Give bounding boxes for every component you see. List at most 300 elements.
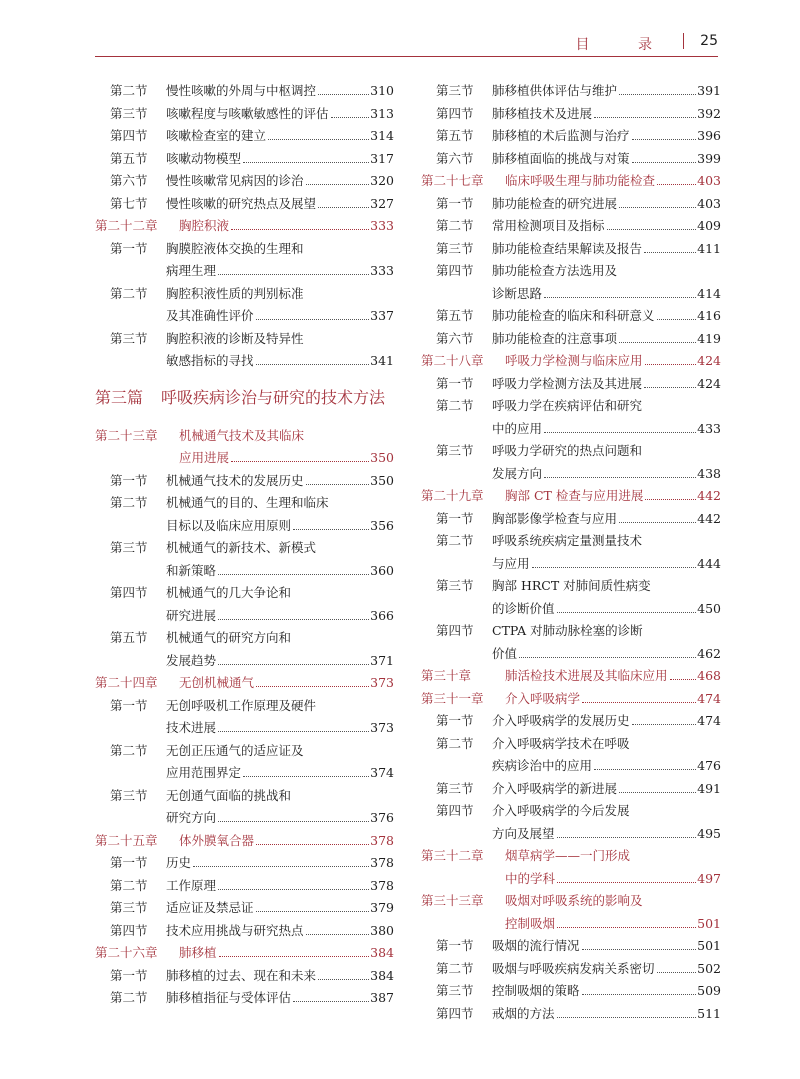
toc-section-entry[interactable] bbox=[95, 492, 394, 537]
entry-title: 研究方向 bbox=[166, 810, 217, 825]
dot-leader bbox=[582, 702, 696, 703]
entry-label: 第五节 bbox=[436, 128, 474, 143]
entry-page-number: 378 bbox=[370, 832, 394, 848]
entry-line bbox=[421, 688, 721, 711]
entry-title: 胸腔积液的诊断及特异性 bbox=[166, 330, 304, 346]
toc-section-entry[interactable] bbox=[421, 575, 721, 620]
entry-title: 无创机械通气 bbox=[179, 675, 255, 690]
dot-leader bbox=[256, 364, 370, 365]
entry-label: 第三节 bbox=[436, 83, 474, 98]
entry-title: 烟草病学——一门形成 bbox=[505, 848, 631, 863]
entry-title: 胸腔积液性质的判别标准 bbox=[166, 285, 304, 301]
entry-page-number: 497 bbox=[697, 870, 721, 886]
dot-leader bbox=[318, 979, 369, 980]
entry-title: 和新策略 bbox=[166, 562, 217, 578]
entry-label: 第七节 bbox=[110, 195, 148, 211]
entry-line bbox=[95, 103, 394, 126]
toc-section-entry[interactable] bbox=[421, 215, 721, 238]
dot-leader bbox=[657, 319, 697, 320]
entry-label: 第二十七章 bbox=[421, 173, 484, 188]
entry-title: 应用进展 bbox=[179, 450, 230, 465]
entry-page-number: 391 bbox=[697, 83, 721, 98]
entry-label: 第六节 bbox=[436, 330, 474, 346]
entry-label: 第三节 bbox=[110, 900, 148, 915]
dot-leader bbox=[582, 994, 697, 995]
entry-title: 病理生理 bbox=[166, 263, 217, 278]
entry-page-number: 310 bbox=[370, 83, 394, 98]
toc-chapter-entry[interactable] bbox=[421, 350, 721, 373]
dot-leader bbox=[544, 432, 696, 433]
entry-title: 适应证及禁忌证 bbox=[166, 900, 254, 915]
entry-title: 吸烟对呼吸系统的影响及 bbox=[505, 893, 643, 908]
entry-title: 技术应用挑战与研究热点 bbox=[166, 922, 304, 938]
dot-leader bbox=[218, 574, 369, 575]
entry-page-number: 384 bbox=[370, 945, 394, 960]
entry-line bbox=[95, 672, 394, 695]
toc-section-entry[interactable] bbox=[421, 958, 721, 981]
entry-line bbox=[421, 553, 721, 576]
toc-section-entry[interactable] bbox=[95, 238, 394, 283]
entry-label: 第二节 bbox=[436, 533, 474, 548]
entry-line bbox=[95, 350, 394, 373]
entry-title: 肺移植面临的挑战与对策 bbox=[492, 150, 630, 166]
entry-page-number: 399 bbox=[697, 150, 721, 166]
entry-page-number: 376 bbox=[370, 810, 394, 825]
entry-title: 肺移植技术及进展 bbox=[492, 105, 593, 121]
header-divider bbox=[683, 33, 684, 49]
entry-label: 第四节 bbox=[110, 922, 148, 938]
entry-title: 慢性咳嗽的研究热点及展望 bbox=[166, 195, 317, 211]
entry-page-number: 502 bbox=[697, 960, 721, 976]
entry-label: 第一节 bbox=[110, 240, 148, 256]
entry-page-number: 313 bbox=[370, 105, 394, 121]
entry-line bbox=[421, 868, 721, 891]
entry-line bbox=[95, 125, 394, 148]
entry-title: 与应用 bbox=[492, 555, 530, 571]
entry-line bbox=[421, 800, 721, 823]
entry-line bbox=[95, 785, 394, 808]
dot-leader bbox=[632, 724, 697, 725]
entry-label: 第二节 bbox=[110, 990, 148, 1005]
entry-page-number: 384 bbox=[370, 967, 394, 983]
dot-leader bbox=[231, 461, 369, 462]
entry-title: 戒烟的方法 bbox=[492, 1005, 555, 1021]
entry-line bbox=[95, 830, 394, 853]
entry-label: 第二节 bbox=[110, 495, 148, 510]
entry-line bbox=[421, 778, 721, 801]
toc-section-entry[interactable] bbox=[95, 965, 394, 988]
dot-leader bbox=[306, 484, 370, 485]
dot-leader bbox=[218, 274, 369, 275]
toc-section-entry[interactable] bbox=[95, 695, 394, 740]
toc-chapter-entry[interactable] bbox=[421, 665, 721, 688]
entry-line bbox=[95, 560, 394, 583]
entry-title: 工作原理 bbox=[166, 877, 217, 893]
toc-section-entry[interactable] bbox=[95, 537, 394, 582]
entry-page-number: 371 bbox=[370, 652, 394, 668]
entry-page-number: 373 bbox=[370, 675, 394, 690]
entry-label: 第二十五章 bbox=[95, 832, 158, 848]
entry-label: 第二十八章 bbox=[421, 353, 484, 368]
entry-label: 第二节 bbox=[436, 960, 474, 976]
entry-title: 肺移植的过去、现在和未来 bbox=[166, 967, 317, 983]
entry-title: 吸烟的流行情况 bbox=[492, 938, 580, 953]
entry-page-number: 317 bbox=[370, 150, 394, 166]
dot-leader bbox=[193, 866, 369, 867]
entry-page-number: 501 bbox=[697, 915, 721, 931]
entry-page-number: 438 bbox=[697, 465, 721, 481]
entry-label: 第一节 bbox=[436, 938, 474, 953]
dot-leader bbox=[544, 297, 696, 298]
entry-line bbox=[95, 170, 394, 193]
entry-title: 机械通气技术的发展历史 bbox=[166, 472, 304, 488]
toc-chapter-entry[interactable] bbox=[421, 485, 721, 508]
entry-page-number: 468 bbox=[697, 668, 721, 683]
header-title: 目 录 bbox=[575, 37, 674, 53]
toc-section-entry[interactable] bbox=[421, 328, 721, 351]
toc-section-entry[interactable] bbox=[421, 395, 721, 440]
entry-label: 第三十二章 bbox=[421, 848, 484, 863]
entry-line bbox=[421, 913, 721, 936]
entry-line bbox=[421, 305, 721, 328]
dot-leader bbox=[594, 117, 696, 118]
entry-line bbox=[421, 80, 721, 103]
entry-title: 胸部 HRCT 对肺间质性病变 bbox=[492, 578, 651, 593]
dot-leader bbox=[557, 1017, 697, 1018]
dot-leader bbox=[619, 792, 696, 793]
entry-title: 研究进展 bbox=[166, 607, 217, 623]
dot-leader bbox=[619, 522, 696, 523]
toc-section-entry[interactable] bbox=[421, 238, 721, 261]
entry-title: 敏感指标的寻找 bbox=[166, 353, 254, 368]
entry-label: 第三节 bbox=[436, 240, 474, 256]
dot-leader bbox=[670, 679, 697, 680]
toc-section-entry[interactable] bbox=[421, 778, 721, 801]
toc-section-entry[interactable] bbox=[95, 852, 394, 875]
entry-line bbox=[95, 965, 394, 988]
entry-title: 介入呼吸病学的新进展 bbox=[492, 780, 618, 796]
entry-page-number: 511 bbox=[697, 1005, 721, 1021]
entry-title: 无创呼吸机工作原理及硬件 bbox=[166, 697, 317, 713]
entry-page-number: 366 bbox=[370, 607, 394, 623]
entry-title: 机械通气的几大争论和 bbox=[166, 585, 292, 600]
dot-leader bbox=[219, 956, 370, 957]
entry-page-number: 442 bbox=[697, 510, 721, 526]
entry-line bbox=[421, 350, 721, 373]
entry-line bbox=[421, 463, 721, 486]
entry-label: 第二节 bbox=[436, 398, 474, 413]
entry-page-number: 450 bbox=[697, 600, 721, 616]
dot-leader bbox=[243, 162, 369, 163]
entry-label: 第二十三章 bbox=[95, 427, 158, 443]
toc-section-entry[interactable] bbox=[421, 620, 721, 665]
entry-line bbox=[421, 485, 721, 508]
entry-title: 控制吸烟 bbox=[505, 915, 556, 931]
entry-line bbox=[95, 582, 394, 605]
entry-page-number: 360 bbox=[370, 562, 394, 578]
toc-section-entry[interactable] bbox=[95, 785, 394, 830]
entry-title: 咳嗽检查室的建立 bbox=[166, 128, 267, 143]
dot-leader bbox=[632, 139, 697, 140]
entry-title: 介入呼吸病学技术在呼吸 bbox=[492, 735, 630, 751]
toc-section-entry[interactable] bbox=[95, 740, 394, 785]
entry-title: 慢性咳嗽常见病因的诊治 bbox=[166, 173, 304, 188]
toc-section-entry[interactable] bbox=[95, 582, 394, 627]
toc-section-entry[interactable] bbox=[421, 1003, 721, 1026]
entry-label: 第三十一章 bbox=[421, 690, 484, 706]
entry-line bbox=[421, 1003, 721, 1026]
entry-page-number: 320 bbox=[370, 173, 394, 188]
entry-title: 肺移植指征与受体评估 bbox=[166, 990, 292, 1005]
toc-chapter-entry[interactable] bbox=[95, 942, 394, 965]
entry-line bbox=[421, 418, 721, 441]
toc-chapter-entry[interactable] bbox=[95, 215, 394, 238]
entry-line bbox=[421, 508, 721, 531]
toc-section-entry[interactable] bbox=[421, 800, 721, 845]
entry-page-number: 424 bbox=[697, 353, 721, 368]
dot-leader bbox=[256, 844, 369, 845]
entry-title: 呼吸力学检测与临床应用 bbox=[505, 353, 643, 368]
toc-section-entry[interactable] bbox=[421, 508, 721, 531]
dot-leader bbox=[594, 769, 696, 770]
entry-page-number: 495 bbox=[697, 825, 721, 841]
entry-title: 咳嗽动物模型 bbox=[166, 150, 242, 166]
toc-section-entry[interactable] bbox=[421, 530, 721, 575]
entry-label: 第二十二章 bbox=[95, 218, 158, 233]
entry-title: 肺功能检查的研究进展 bbox=[492, 195, 618, 211]
dot-leader bbox=[218, 664, 369, 665]
entry-line bbox=[421, 530, 721, 553]
toc-section-entry[interactable] bbox=[95, 125, 394, 148]
entry-line bbox=[95, 852, 394, 875]
toc-section-entry[interactable] bbox=[95, 328, 394, 373]
dot-leader bbox=[607, 229, 697, 230]
entry-line bbox=[421, 890, 721, 913]
dot-leader bbox=[306, 934, 370, 935]
toc-chapter-entry[interactable] bbox=[421, 170, 721, 193]
entry-page-number: 444 bbox=[697, 555, 721, 571]
entry-page-number: 341 bbox=[370, 353, 394, 368]
toc-chapter-entry[interactable] bbox=[421, 688, 721, 711]
toc-section-entry[interactable] bbox=[95, 987, 394, 1010]
entry-label: 第二节 bbox=[110, 742, 148, 758]
entry-line bbox=[95, 260, 394, 283]
entry-line bbox=[421, 193, 721, 216]
entry-line bbox=[95, 305, 394, 328]
toc-section-entry[interactable] bbox=[95, 148, 394, 171]
toc-section-entry[interactable] bbox=[95, 193, 394, 216]
entry-line bbox=[421, 283, 721, 306]
entry-title: 呼吸力学研究的热点问题和 bbox=[492, 443, 643, 458]
toc-section-entry[interactable] bbox=[421, 980, 721, 1003]
entry-line bbox=[95, 80, 394, 103]
entry-title: 价值 bbox=[492, 645, 518, 661]
entry-page-number: 396 bbox=[697, 128, 721, 143]
entry-line bbox=[95, 942, 394, 965]
entry-line bbox=[95, 695, 394, 718]
toc-section-entry[interactable] bbox=[95, 80, 394, 103]
part-heading bbox=[95, 387, 394, 409]
entry-title: 机械通气的新技术、新模式 bbox=[166, 540, 317, 555]
entry-label: 第四节 bbox=[110, 585, 148, 600]
entry-line bbox=[95, 193, 394, 216]
entry-page-number: 350 bbox=[370, 450, 394, 465]
entry-line bbox=[95, 515, 394, 538]
toc-section-entry[interactable] bbox=[421, 193, 721, 216]
entry-title: 胸部影像学检查与应用 bbox=[492, 510, 618, 526]
page-number: 25 bbox=[700, 33, 718, 49]
entry-title: 方向及展望 bbox=[492, 825, 555, 841]
dot-leader bbox=[582, 949, 697, 950]
toc-chapter-entry[interactable] bbox=[421, 845, 721, 890]
toc-section-entry[interactable] bbox=[95, 470, 394, 493]
toc-section-entry[interactable] bbox=[421, 305, 721, 328]
toc-section-entry[interactable] bbox=[421, 148, 721, 171]
dot-leader bbox=[519, 657, 696, 658]
entry-line bbox=[95, 627, 394, 650]
entry-line bbox=[95, 897, 394, 920]
toc-section-entry[interactable] bbox=[95, 875, 394, 898]
dot-leader bbox=[645, 364, 697, 365]
dot-leader bbox=[306, 184, 370, 185]
toc-section-entry[interactable] bbox=[95, 627, 394, 672]
toc-section-entry[interactable] bbox=[421, 440, 721, 485]
entry-line bbox=[421, 215, 721, 238]
entry-title: 介入呼吸病学的今后发展 bbox=[492, 803, 630, 818]
entry-line bbox=[421, 935, 721, 958]
toc-section-entry[interactable] bbox=[421, 935, 721, 958]
entry-page-number: 392 bbox=[697, 105, 721, 121]
part-label: 第三篇 bbox=[95, 387, 144, 407]
entry-page-number: 414 bbox=[697, 285, 721, 301]
entry-page-number: 474 bbox=[697, 690, 721, 706]
entry-title: 目标以及临床应用原则 bbox=[166, 517, 292, 533]
toc-section-entry[interactable] bbox=[421, 80, 721, 103]
entry-label: 第三节 bbox=[110, 540, 148, 555]
toc-section-entry[interactable] bbox=[95, 170, 394, 193]
dot-leader bbox=[619, 94, 696, 95]
entry-label: 第一节 bbox=[436, 375, 474, 391]
toc-chapter-entry[interactable] bbox=[95, 830, 394, 853]
entry-page-number: 442 bbox=[697, 488, 721, 503]
entry-page-number: 424 bbox=[697, 375, 721, 391]
toc-section-entry[interactable] bbox=[95, 283, 394, 328]
entry-label: 第六节 bbox=[436, 150, 474, 166]
toc-section-entry[interactable] bbox=[421, 733, 721, 778]
toc-section-entry[interactable] bbox=[421, 103, 721, 126]
entry-label: 第二节 bbox=[110, 83, 148, 98]
entry-label: 第二节 bbox=[110, 285, 148, 301]
entry-line bbox=[95, 762, 394, 785]
entry-line bbox=[95, 605, 394, 628]
entry-label: 第四节 bbox=[436, 263, 474, 278]
entry-title: 发展方向 bbox=[492, 465, 543, 481]
entry-title: 肺活检技术进展及其临床应用 bbox=[505, 668, 668, 683]
entry-label: 第四节 bbox=[436, 1005, 474, 1021]
entry-line bbox=[421, 125, 721, 148]
toc-section-entry[interactable] bbox=[421, 373, 721, 396]
entry-line bbox=[95, 148, 394, 171]
entry-label: 第三节 bbox=[436, 780, 474, 796]
toc-section-entry[interactable] bbox=[421, 260, 721, 305]
dot-leader bbox=[243, 776, 369, 777]
toc-section-entry[interactable] bbox=[421, 710, 721, 733]
dot-leader bbox=[268, 139, 369, 140]
entry-line bbox=[421, 620, 721, 643]
entry-page-number: 509 bbox=[697, 983, 721, 998]
entry-page-number: 403 bbox=[697, 195, 721, 211]
entry-line bbox=[95, 537, 394, 560]
entry-title: 疾病诊治中的应用 bbox=[492, 758, 593, 773]
dot-leader bbox=[644, 252, 696, 253]
entry-label: 第六节 bbox=[110, 173, 148, 188]
toc-section-entry[interactable] bbox=[421, 125, 721, 148]
entry-title: 肺移植的术后监测与治疗 bbox=[492, 128, 630, 143]
entry-page-number: 356 bbox=[370, 517, 394, 533]
toc-section-entry[interactable] bbox=[95, 103, 394, 126]
entry-label: 第二节 bbox=[436, 735, 474, 751]
toc-section-entry[interactable] bbox=[95, 897, 394, 920]
dot-leader bbox=[293, 529, 369, 530]
entry-line bbox=[95, 920, 394, 943]
entry-title: 机械通气的目的、生理和临床 bbox=[166, 495, 329, 510]
entry-line bbox=[421, 238, 721, 261]
toc-chapter-entry[interactable] bbox=[421, 890, 721, 935]
entry-label: 第二十四章 bbox=[95, 675, 158, 690]
dot-leader bbox=[331, 117, 370, 118]
entry-line bbox=[95, 875, 394, 898]
toc-section-entry[interactable] bbox=[95, 920, 394, 943]
entry-title: 咳嗽程度与咳嗽敏感性的评估 bbox=[166, 105, 329, 121]
entry-label: 第四节 bbox=[436, 105, 474, 121]
entry-title: 胸部 CT 检查与应用进展 bbox=[505, 488, 644, 503]
entry-page-number: 474 bbox=[697, 713, 721, 728]
entry-title: 胸膜腔液体交换的生理和 bbox=[166, 240, 304, 256]
entry-line bbox=[95, 650, 394, 673]
entry-label: 第三十章 bbox=[421, 668, 472, 683]
entry-title: 的诊断价值 bbox=[492, 600, 555, 616]
entry-title: 肺移植供体评估与维护 bbox=[492, 83, 618, 98]
toc-chapter-entry[interactable] bbox=[95, 425, 394, 470]
entry-line bbox=[95, 987, 394, 1010]
dot-leader bbox=[557, 837, 697, 838]
entry-page-number: 333 bbox=[370, 263, 394, 278]
entry-title: 无创通气面临的挑战和 bbox=[166, 787, 292, 803]
entry-page-number: 373 bbox=[370, 720, 394, 735]
entry-label: 第二节 bbox=[110, 877, 148, 893]
dot-leader bbox=[256, 686, 369, 687]
entry-line bbox=[421, 103, 721, 126]
part-title: 呼吸疾病诊治与研究的技术方法 bbox=[161, 387, 386, 407]
entry-title: 肺功能检查的注意事项 bbox=[492, 330, 618, 346]
entry-label: 第五节 bbox=[110, 150, 148, 166]
entry-page-number: 378 bbox=[370, 855, 394, 870]
entry-line bbox=[421, 958, 721, 981]
entry-title: 中的学科 bbox=[505, 870, 556, 886]
entry-label: 第五节 bbox=[110, 630, 148, 645]
dot-leader bbox=[318, 207, 369, 208]
entry-page-number: 378 bbox=[370, 877, 394, 893]
entry-title: 慢性咳嗽的外周与中枢调控 bbox=[166, 83, 317, 98]
entry-title: 介入呼吸病学 bbox=[505, 690, 581, 706]
entry-line bbox=[421, 710, 721, 733]
entry-title: 及其准确性评价 bbox=[166, 308, 254, 323]
toc-chapter-entry[interactable] bbox=[95, 672, 394, 695]
dot-leader bbox=[557, 612, 697, 613]
entry-title: 技术进展 bbox=[166, 720, 217, 735]
dot-leader bbox=[557, 927, 696, 928]
entry-line bbox=[95, 283, 394, 306]
